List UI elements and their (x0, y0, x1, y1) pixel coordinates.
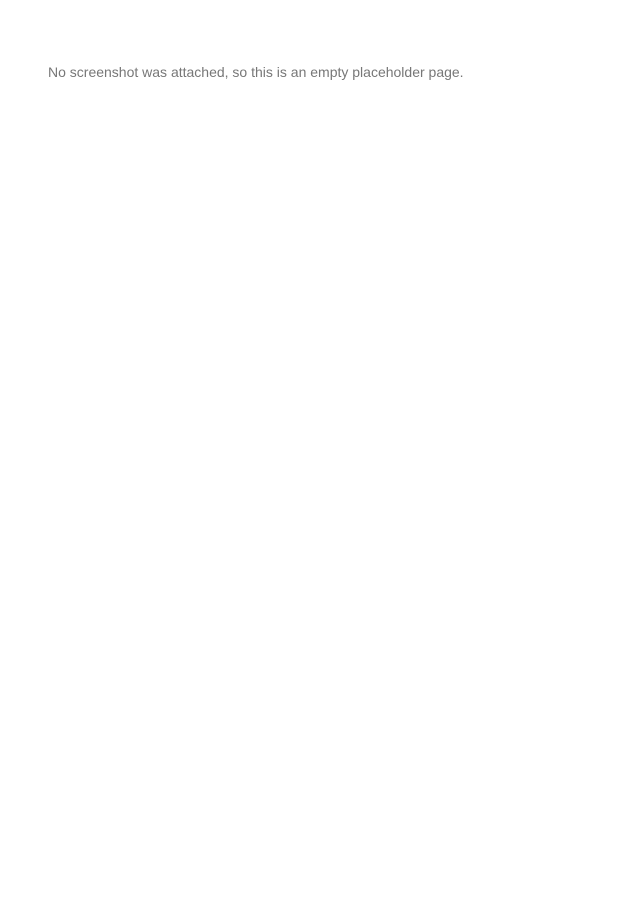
placeholder-notice: No screenshot was attached, so this is an empty placeholder page. (48, 64, 464, 80)
